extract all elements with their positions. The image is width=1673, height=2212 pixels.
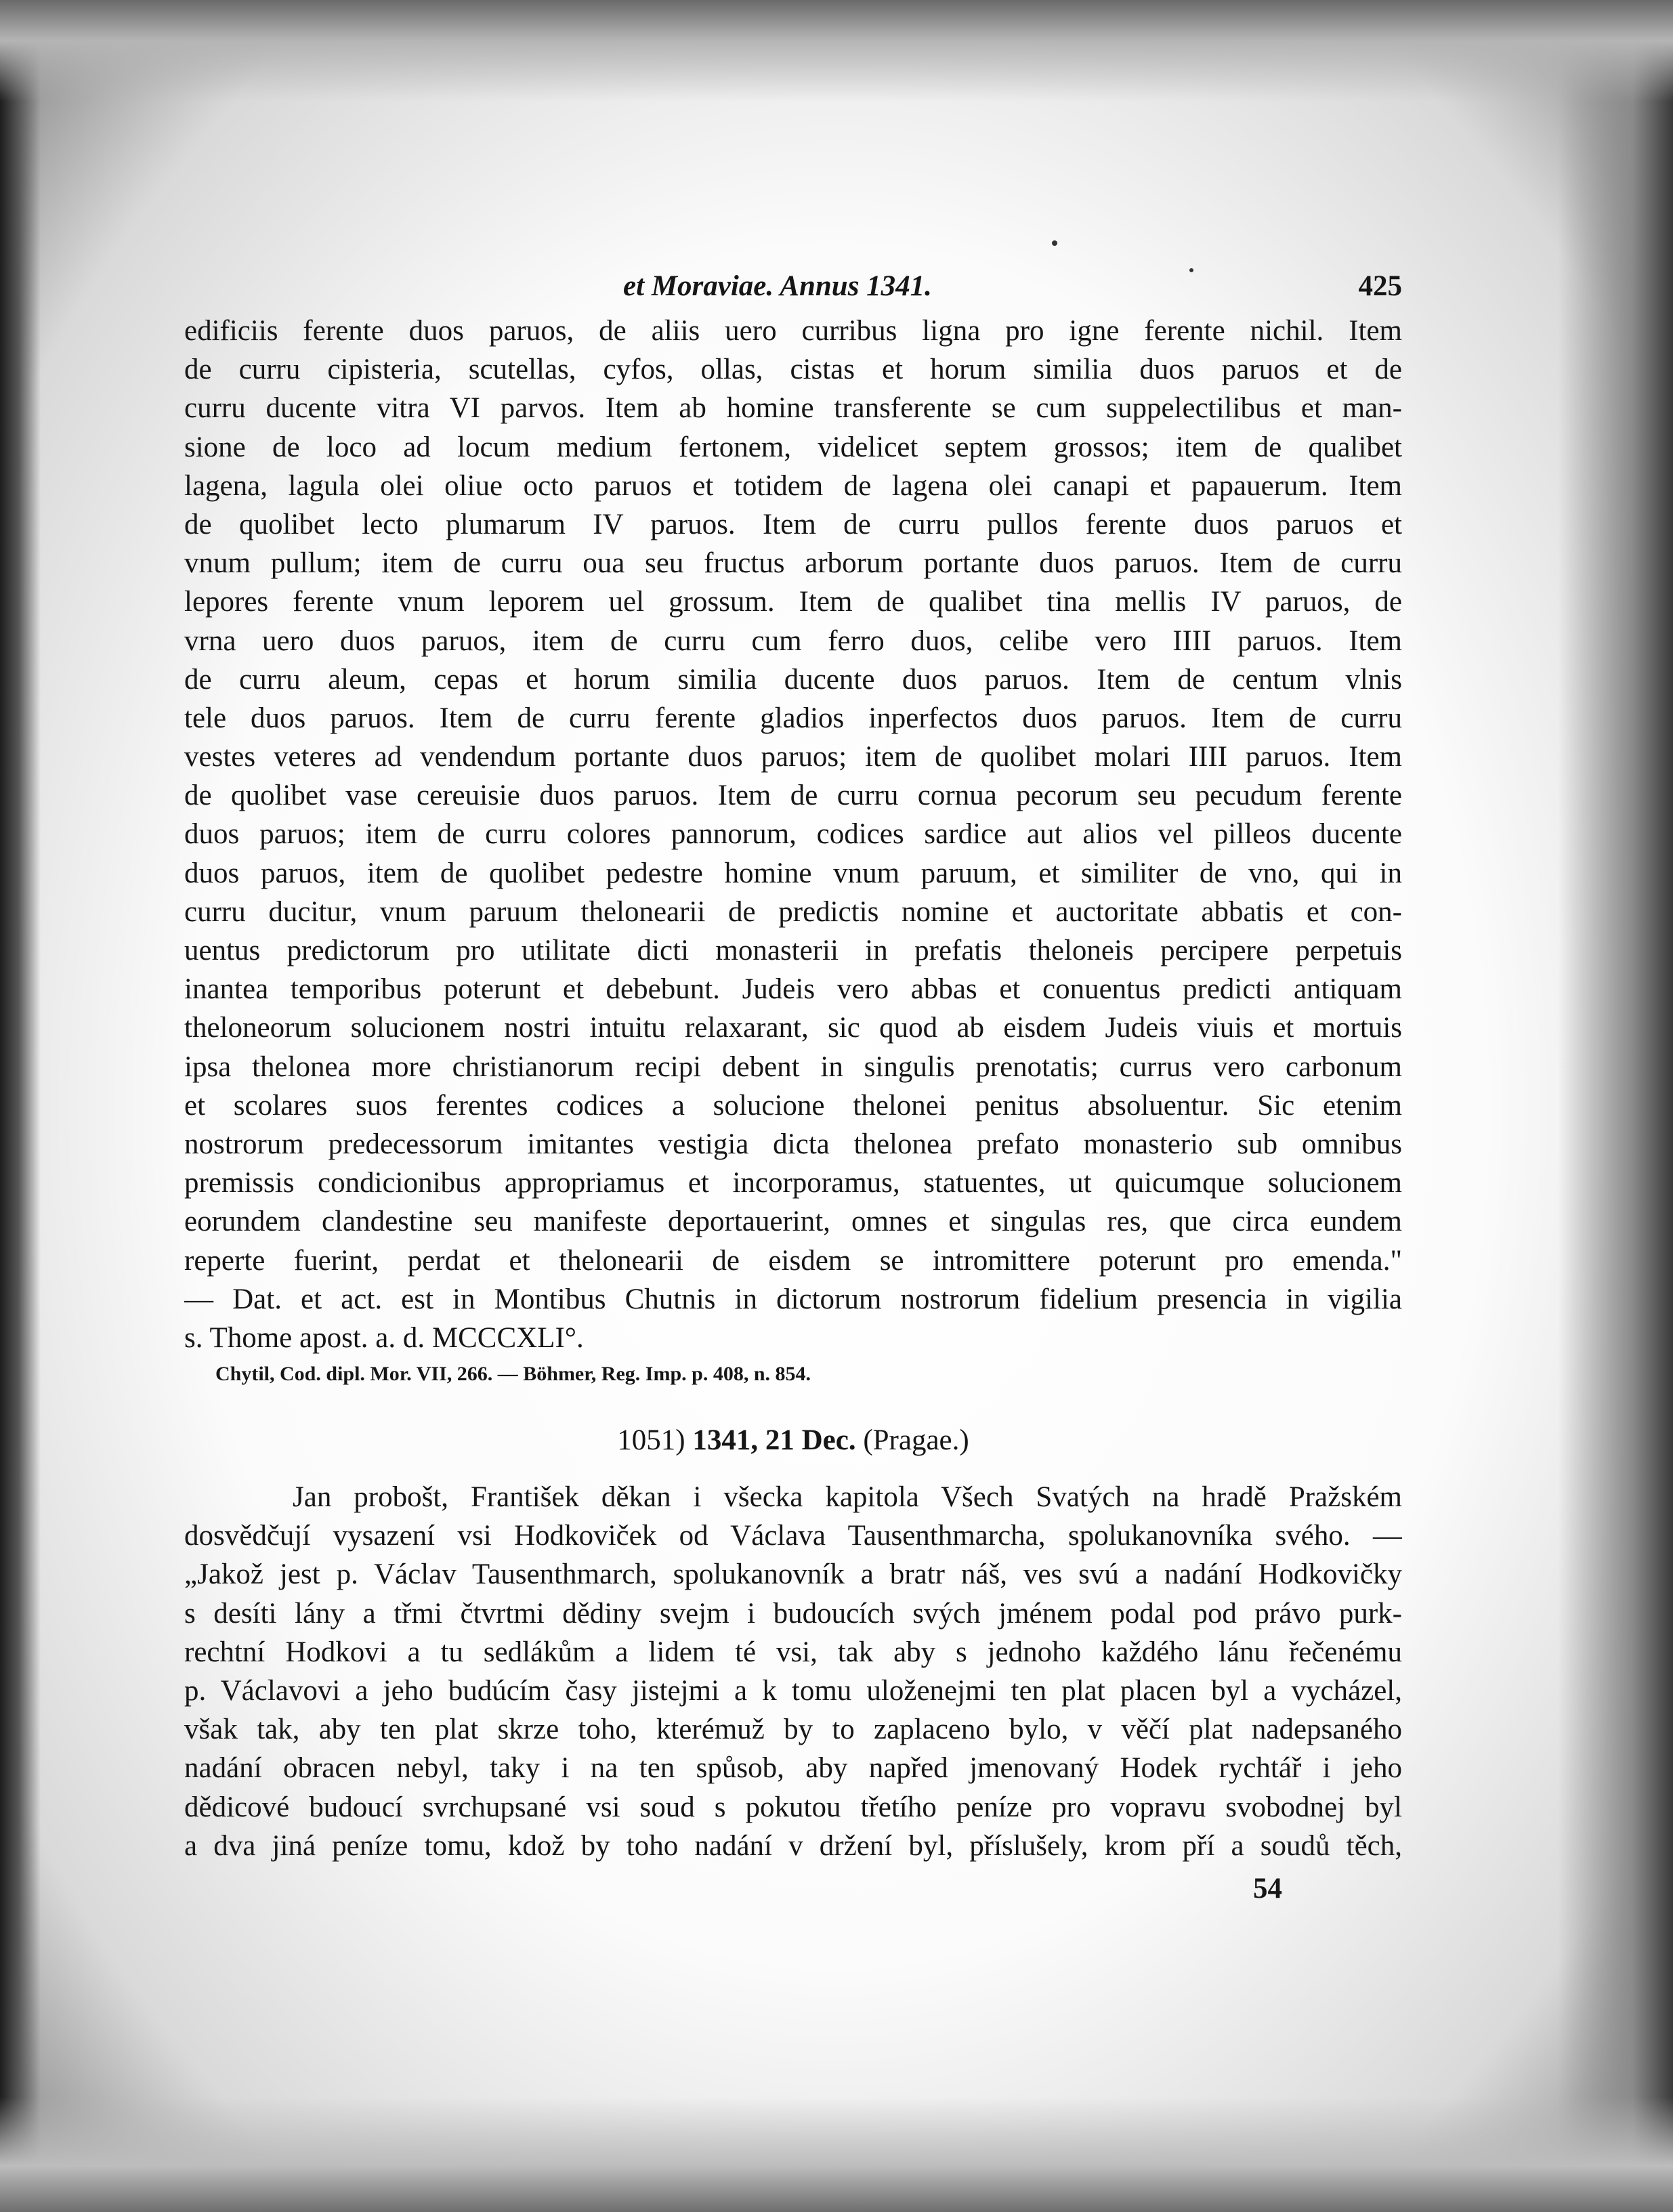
text-line: duos paruos, item de quolibet pedestre homine vnum paruum, et similiter de vno, qui in [184, 857, 1402, 889]
text-line: de quolibet lecto plumarum IV paruos. Item de curru pullos ferente duos paruos et [184, 508, 1402, 540]
text-line: p. Václavovi a jeho budúcím časy jistejmi a k tomu uloženejmi ten plat placen byl a vycházel, [184, 1675, 1402, 1707]
text-line: a dva jiná peníze tomu, kdož by toho nadání v držení byl, příslušely, krom pří a soudů těch, [184, 1829, 1402, 1862]
scan-shadow-right [1558, 0, 1673, 2212]
running-head [184, 264, 1402, 312]
text-line: — Dat. et act. est in Montibus Chutnis in dictorum nostrorum fidelium presencia in vigilia [184, 1283, 1402, 1315]
text-line: sione de loco ad locum medium fertonem, videlicet septem grossos; item de qualibet [184, 431, 1402, 463]
text-line: lepores ferente vnum leporem uel grossum. Item de qualibet tina mellis IV paruos, de [184, 586, 1402, 618]
text-line: edificiis ferente duos paruos, de aliis uero curribus ligna pro igne ferente nichil. Item [184, 315, 1402, 347]
text-line: lagena, lagula olei oliue octo paruos et totidem de lagena olei canapi et papauerum. Item [184, 469, 1402, 502]
text-line: eorundem clandestine seu manifeste deportauerint, omnes et singulas res, que circa eundem [184, 1206, 1402, 1238]
document-number: 1051) [617, 1424, 685, 1457]
document-heading [184, 1424, 1402, 1478]
document-place: (Pragae.) [863, 1424, 969, 1457]
signature-mark: 54 [1253, 1872, 1282, 1905]
text-line: de curru cipisteria, scutellas, cyfos, ollas, cistas et horum similia duos paruos et de [184, 354, 1402, 386]
text-line: duos paruos; item de curru colores pannorum, codices sardice aut alios vel pilleos ducente [184, 818, 1402, 851]
text-line: s. Thome apost. a. d. MCCCXLI°. [184, 1321, 584, 1354]
text-line: de curru aleum, cepas et horum similia ducente duos paruos. Item de centum vlnis [184, 663, 1402, 696]
text-line: „Jakož jest p. Václav Tausenthmarch, spolukanovník a bratr náš, ves svú a nadání Hodkovičky [184, 1558, 1402, 1591]
text-line: ipsa thelonea more christianorum recipi debent in singulis prenotatis; currus vero carbonum [184, 1050, 1402, 1083]
page-content [184, 264, 1402, 1905]
czech-charter-text [184, 1478, 1402, 1865]
scan-shadow-left [0, 0, 41, 2212]
text-line: et scolares suos ferentes codices a solucione thelonei penitus absoluentur. Sic etenim [184, 1089, 1402, 1122]
running-title: et Moraviae. Annus 1341. [623, 270, 932, 302]
text-line: premissis condicionibus appropriamus et incorporamus, statuentes, ut quicumque solucionem [184, 1167, 1402, 1199]
text-line: vnum pullum; item de curru oua seu fructus arborum portante duos paruos. Item de curru [184, 547, 1402, 580]
text-line: dědicové budoucí svrchupsané vsi soud s pokutou třetího peníze pro vopravu svobodnej byl [184, 1791, 1402, 1823]
text-line: de quolibet vase cereuisie duos paruos. Item de curru cornua pecorum seu pecudum ferente [184, 780, 1402, 812]
page-number: 425 [1358, 270, 1402, 302]
text-line: reperte fuerint, perdat et thelonearii de eisdem se intromittere poterunt pro emenda." [184, 1244, 1402, 1277]
text-line: vestes veteres ad vendendum portante duos paruos; item de quolibet molari IIII paruos. Item [184, 741, 1402, 773]
text-line: nadání obracen nebyl, taky i na ten spůsob, aby napřed jmenovaný Hodek rychtář i jeho [184, 1752, 1402, 1785]
text-line: Jan probošt, František děkan i všecka kapitola Všech Svatých na hradě Pražském [293, 1481, 1402, 1514]
scan-shadow-bottom [0, 2097, 1673, 2212]
document-date: 1341, 21 [692, 1424, 795, 1457]
text-line: s desíti lány a třmi čtvrtmi dědiny svejm i budoucích svých jménem podal pod právo purk- [184, 1597, 1402, 1630]
text-line: rechtní Hodkovi a tu sedlákům a lidem té vsi, tak aby s jednoho každého lánu řečenému [184, 1636, 1402, 1668]
text-line: vrna uero duos paruos, item de curru cum ferro duos, celibe vero IIII paruos. Item [184, 624, 1402, 657]
latin-charter-text [184, 312, 1402, 1357]
text-line: však tak, aby ten plat skrze toho, kterémuž by to zaplaceno bylo, v věčí plat nadepsaného [184, 1714, 1402, 1746]
source-citation: Chytil, Cod. dipl. Mor. VII, 266. — Böhmer, Reg. Imp. p. 408, n. 854. [215, 1363, 811, 1386]
text-line: nostrorum predecessorum imitantes vestigia dicta thelonea prefato monasterio sub omnibus [184, 1128, 1402, 1160]
text-line: curru ducitur, vnum paruum thelonearii de predictis nomine et auctoritate abbatis et con- [184, 895, 1402, 928]
document-month: Dec. [801, 1424, 856, 1457]
text-line: theloneorum solucionem nostri intuitu relaxarant, sic quod ab eisdem Judeis viuis et mortuis [184, 1012, 1402, 1044]
scan-shadow-top [0, 0, 1673, 102]
text-line: tele duos paruos. Item de curru ferente gladios inperfectos duos paruos. Item de curru [184, 702, 1402, 734]
text-line: uentus predictorum pro utilitate dicti monasterii in prefatis theloneis percipere perpetuis [184, 935, 1402, 966]
scan-speck [1052, 240, 1057, 246]
text-line: dosvědčují vysazení vsi Hodkoviček od Václava Tausenthmarcha, spolukanovníka svého. — [184, 1520, 1402, 1552]
text-line: curru ducente vitra VI parvos. Item ab homine transferente se cum suppelectilibus et man- [184, 392, 1402, 425]
text-line: inantea temporibus poterunt et debebunt. Judeis vero abbas et conuentus predicti antiquam [184, 973, 1402, 1006]
